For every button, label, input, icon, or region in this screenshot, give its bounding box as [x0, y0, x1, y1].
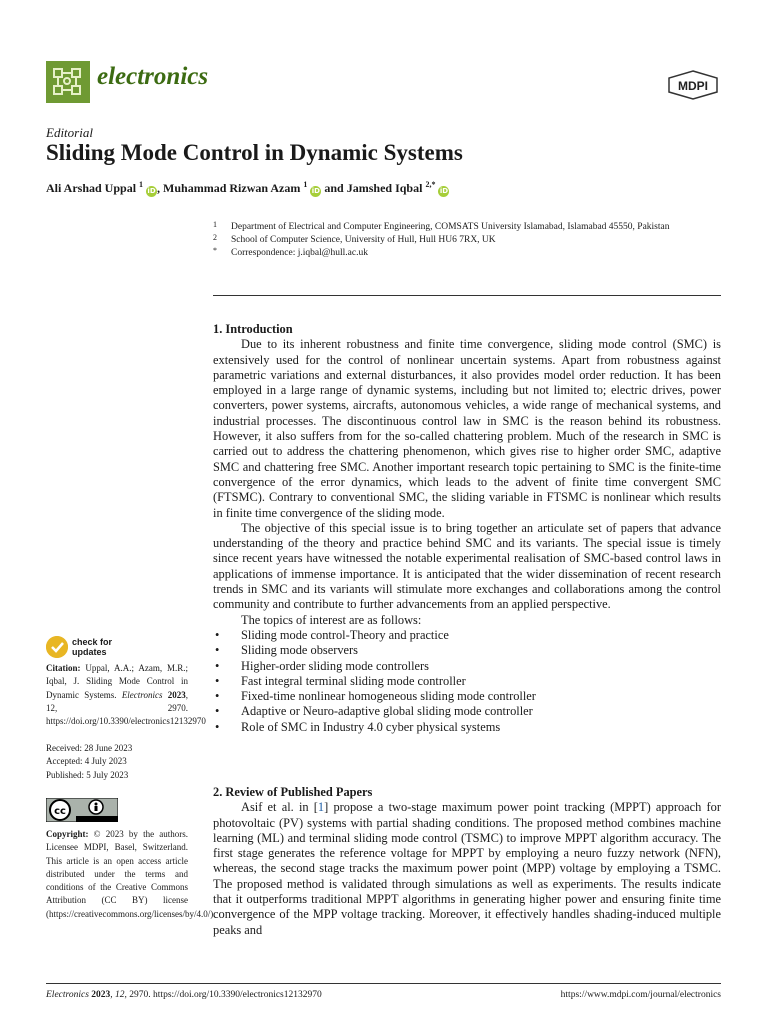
footer-citation [46, 990, 322, 1000]
list-item: • Higher-order sliding mode controllers [213, 659, 721, 674]
citation-journal: Electronics [121, 689, 163, 700]
footer-divider [46, 983, 721, 984]
affiliation-text: School of Computer Science, University of Hull, Hull HU6 7RX, UK [231, 235, 496, 245]
copyright-text: © 2023 by the authors. Licensee MDPI, Basel, Switzerland. This article is an open access article distributed under the terms and conditions of the Creative Commons Attribution (CC BY) license (https://creativecommons.org/licenses/by/4.0/). [46, 829, 216, 919]
checkmark-icon [46, 636, 68, 658]
author-separator: and [321, 181, 347, 195]
citation-text: Uppal, A.A.; Azam, M.R.; Iqbal, J. Sliding Mode Control in Dynamic Systems. [46, 663, 188, 700]
list-item: • Fast integral terminal sliding mode controller [213, 674, 721, 689]
orcid-icon[interactable]: iD [439, 187, 449, 195]
footer-volume: , 12 [110, 990, 125, 1000]
affiliation-item [213, 221, 723, 234]
check-for-updates-button[interactable] [72, 637, 112, 657]
check-for-updates-icon[interactable] [46, 636, 68, 658]
list-item: • Role of SMC in Industry 4.0 cyber physical systems [213, 720, 721, 735]
section-introduction [213, 322, 721, 735]
citation-block [46, 662, 206, 728]
text-run: ] propose a two-stage maximum power point tracking (MPPT) approach for photovoltaic (PV) systems with partial shading conditions. The proposed method combines machine learning (ML) and terminal sliding mode control (TSMC) to improve MPPT algorithm accuracy. The first stage generates the reference voltage for MPPT by employing a neuro fuzzy network (NFN), whereas, the second stage tracks the maximum power point (MPP) voltage by employing a TSMC. The proposed method is validated through simulations as well as experiments. The results indicate that it outperforms traditional MPPT algorithms in generating higher power and ensuring finite time convergence of the MPP voltage tracking. Moreover, it effectively handles shading-induced multiple peaks and [213, 800, 721, 937]
author-affiliation-mark: 1 [139, 180, 144, 189]
citation-doi[interactable]: , 2970. https://doi.org/10.3390/electronics12132970 [46, 702, 206, 727]
svg-text:MDPI: MDPI [678, 79, 708, 93]
cc-by-icon [46, 798, 118, 822]
orcid-icon[interactable]: iD [147, 187, 156, 195]
paragraph: Due to its inherent robustness and finite time convergence, sliding mode control (SMC) is extensively used for the control of nonlinear uncertain systems. Apart from robustness against parametric variations and external disturbances, it also provides model order reduction. It has been employed in a large range of dynamic systems, including but not limited to; electric drives, power converters, power systems, aircrafts, autonomous vehicles, a wide range of mechanical systems, and industrial processes. The discontinuous control law in SMC is the reason behind its robustness. However, it also suffers from for the so-called chattering problem. Much of the research in SMC is carried out to address the chattering phenomenon, which gives rise to higher order SMC, adaptive SMC and chattering free SMC. Another important research topic pertaining to SMC is the finite-time convergence of the error dynamics, which leads to the advent of finite time convergent SMC (FTSMC). Contrary to conventional SMC, the sliding variable in FTSMC is nonlinear which results in finite time convergence of the sliding mode. [213, 337, 721, 520]
affiliation-mark: * [213, 246, 217, 255]
author-separator: , [157, 181, 164, 195]
journal-logo [46, 61, 90, 103]
publication-dates [46, 742, 188, 782]
author-affiliation-mark: 2,* [425, 180, 436, 189]
footer-journal-url[interactable]: https://www.mdpi.com/journal/electronics [560, 990, 721, 1000]
correspondence-email[interactable]: Correspondence: j.iqbal@hull.ac.uk [231, 248, 368, 258]
published-date: Published: 5 July 2023 [46, 769, 129, 780]
mdpi-logo[interactable] [667, 70, 719, 100]
reference-link[interactable]: 1 [317, 800, 325, 815]
section-heading: 2. Review of Published Papers [213, 785, 373, 799]
cc-by-license-badge[interactable] [46, 798, 118, 822]
copyright-block [46, 828, 216, 921]
list-item: • Sliding mode control-Theory and practice [213, 628, 721, 643]
check-updates-line: updates [72, 647, 107, 657]
list-item: • Sliding mode observers [213, 643, 721, 658]
paragraph: The topics of interest are as follows: [241, 612, 422, 627]
footer-journal: Electronics [46, 990, 89, 1000]
author-name: Jamshed Iqbal [346, 181, 423, 195]
affiliation-mark: 1 [213, 220, 217, 229]
citation-volume: , 12 [46, 689, 188, 713]
list-item: • Adaptive or Neuro-adaptive global sliding mode controller [213, 704, 721, 719]
check-updates-line: check for [72, 637, 113, 647]
author-affiliation-mark: 1 [303, 180, 308, 189]
affiliation-mark: 2 [213, 233, 217, 242]
section-review [213, 785, 721, 938]
citation-year: 2023 [162, 689, 186, 700]
article-type: Editorial [46, 125, 93, 140]
svg-text:cc: cc [54, 806, 66, 817]
author-name: Muhammad Rizwan Azam [163, 181, 301, 195]
paragraph: The objective of this special issue is to bring together an articulate set of papers that advance understanding of the theory and practice behind SMC and its variants. The special issue is timely since recent years have witnessed the notable experimental realisation of SMC-based control laws in applications of immense importance. It is anticipated that the wider dissemination of recent research trends in SMC and its variants will stimulate more exchanges and collaborations among the control community and contribute to further advancements from an applied perspective. [213, 520, 721, 612]
affiliation-item [213, 247, 723, 260]
affiliations [213, 221, 723, 260]
mdpi-logo-icon [667, 70, 719, 100]
text-run: Asif et al. in [ [241, 800, 318, 815]
author-list [46, 180, 449, 197]
footer-year: 2023 [88, 990, 111, 1000]
circuit-logo-icon [46, 61, 90, 103]
paragraph [213, 800, 721, 938]
footer-doi[interactable]: , 2970. https://doi.org/10.3390/electronics12132970 [124, 990, 322, 1000]
accepted-date: Accepted: 4 July 2023 [46, 756, 127, 767]
header-divider [213, 295, 721, 296]
received-date: Received: 28 June 2023 [46, 743, 133, 753]
copyright-label: Copyright: [46, 829, 89, 839]
article-title: Sliding Mode Control in Dynamic Systems [46, 140, 463, 165]
author-name: Ali Arshad Uppal [46, 181, 137, 195]
citation-label: Citation: [46, 663, 81, 673]
list-item: • Fixed-time nonlinear homogeneous sliding mode controller [213, 689, 721, 704]
journal-name[interactable]: electronics [97, 63, 209, 90]
orcid-icon[interactable]: iD [311, 187, 320, 195]
affiliation-text: Department of Electrical and Computer Engineering, COMSATS University Islamabad, Islamabad 45550, Pakistan [231, 222, 670, 232]
affiliation-item [213, 234, 723, 247]
topics-list [213, 628, 721, 735]
section-heading: 1. Introduction [213, 322, 293, 336]
